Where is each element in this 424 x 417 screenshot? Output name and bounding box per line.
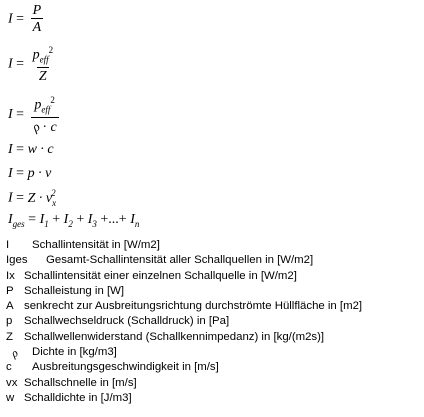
eq1-denominator: A (32, 20, 42, 35)
legend-text: Schallwechseldruck (Schalldruck) in [Pa] (24, 315, 230, 328)
equation-intensity-energy-density (8, 142, 54, 158)
eq2-denominator: Z (38, 69, 47, 85)
eq7-lhs: $I_{ges}$ (8, 212, 25, 229)
equation-intensity-pressure-density (8, 94, 59, 135)
eq7-term-n: $I_n$ (130, 212, 140, 229)
legend-row-P (6, 284, 362, 299)
legend-symbol: A (6, 300, 14, 313)
eq6-lhs: I (8, 190, 13, 206)
legend-row-A (6, 299, 362, 314)
eq7-ellipsis: +...+ (100, 212, 127, 227)
equation-intensity-power-area (8, 4, 43, 35)
legend-row-Ix (6, 269, 362, 284)
eq3-fraction (28, 94, 59, 136)
legend-symbol: I (6, 239, 10, 251)
eq2-fraction (31, 44, 56, 84)
eq5-rhs: p · v (27, 166, 52, 181)
legend-row-c (6, 360, 362, 375)
eq7-term-1: $I_1$ (39, 212, 49, 229)
eq7-term-2: $I_2$ (63, 212, 73, 229)
legend-text: Dichte in [kg/m3] (32, 346, 117, 359)
legend-symbol: Z (6, 330, 13, 343)
eq4-equals: = (16, 142, 25, 157)
equation-total-intensity: $I_{ges} = I_1 + I_2 + I_3$ +...+ $I_n$ (8, 212, 140, 229)
eq1-lhs: I (8, 11, 13, 27)
legend-row-Iges (6, 253, 362, 268)
legend-text: Ausbreitungsgeschwindigkeit in [m/s] (32, 361, 219, 374)
legend-symbol: Iges (6, 254, 28, 267)
legend-row-I (6, 238, 362, 253)
legend-symbol: vx (6, 376, 18, 389)
eq4-lhs: I (8, 142, 13, 157)
eq6-equals: = (16, 190, 25, 206)
eq1-fraction (31, 4, 44, 35)
legend-row-rho (6, 345, 362, 360)
eq7-term-3: $I_3$ (87, 212, 97, 229)
eq5-equals: = (16, 166, 25, 181)
eq3-denominator: ρ · c (28, 118, 57, 136)
symbol-legend (6, 238, 362, 406)
legend-symbol: c (6, 361, 12, 374)
legend-row-vx (6, 376, 362, 391)
legend-text: Gesamt-Schallintensität aller Schallquellen in [W/m2] (46, 254, 314, 267)
eq1-equals: = (16, 11, 25, 27)
rho-icon: ρ (9, 347, 21, 361)
legend-text: Schalldichte in [J/m3] (24, 391, 132, 404)
legend-symbol: p (6, 315, 13, 328)
eq7-equals: = (28, 212, 37, 227)
equation-intensity-impedance-velocity (8, 188, 56, 207)
equation-intensity-pressure-velocity (8, 166, 51, 182)
eq1-numerator: P (32, 3, 42, 18)
legend-row-p (6, 314, 362, 329)
equation-intensity-pressure-impedance (8, 44, 55, 84)
eq4-rhs: w · c (27, 142, 54, 157)
eq2-lhs: I (8, 56, 13, 72)
legend-text: Schallintensität einer einzelnen Schallquelle in [W/m2] (24, 269, 297, 282)
legend-text: senkrecht zur Ausbreitungsrichtung durchströmte Hüllfläche in [m2] (24, 300, 363, 313)
legend-text: Schalleistung in [W] (24, 284, 125, 297)
legend-row-w (6, 391, 362, 406)
legend-symbol: P (6, 284, 14, 297)
eq3-numerator: $p_{eff}^2$ (34, 95, 55, 115)
legend-symbol: Ix (6, 269, 15, 282)
legend-text: Schallwellenwiderstand (Schallkennimpedanz) in [kg/(m2s)] (24, 330, 325, 343)
legend-row-Z (6, 330, 362, 345)
eq2-equals: = (16, 56, 25, 72)
rho-symbol: ρ (28, 118, 42, 136)
eq3-lhs: I (8, 106, 13, 122)
eq2-numerator: $p_{eff}^2$ (32, 45, 54, 65)
legend-text: Schallschnelle in [m/s] (24, 376, 137, 389)
eq6-rhs: $Z \cdot v_x^2$ (27, 188, 57, 208)
legend-text: Schallintensität in [W/m2] (32, 239, 160, 251)
legend-symbol: w (6, 391, 15, 404)
eq3-equals: = (16, 106, 25, 122)
eq5-lhs: I (8, 166, 13, 181)
